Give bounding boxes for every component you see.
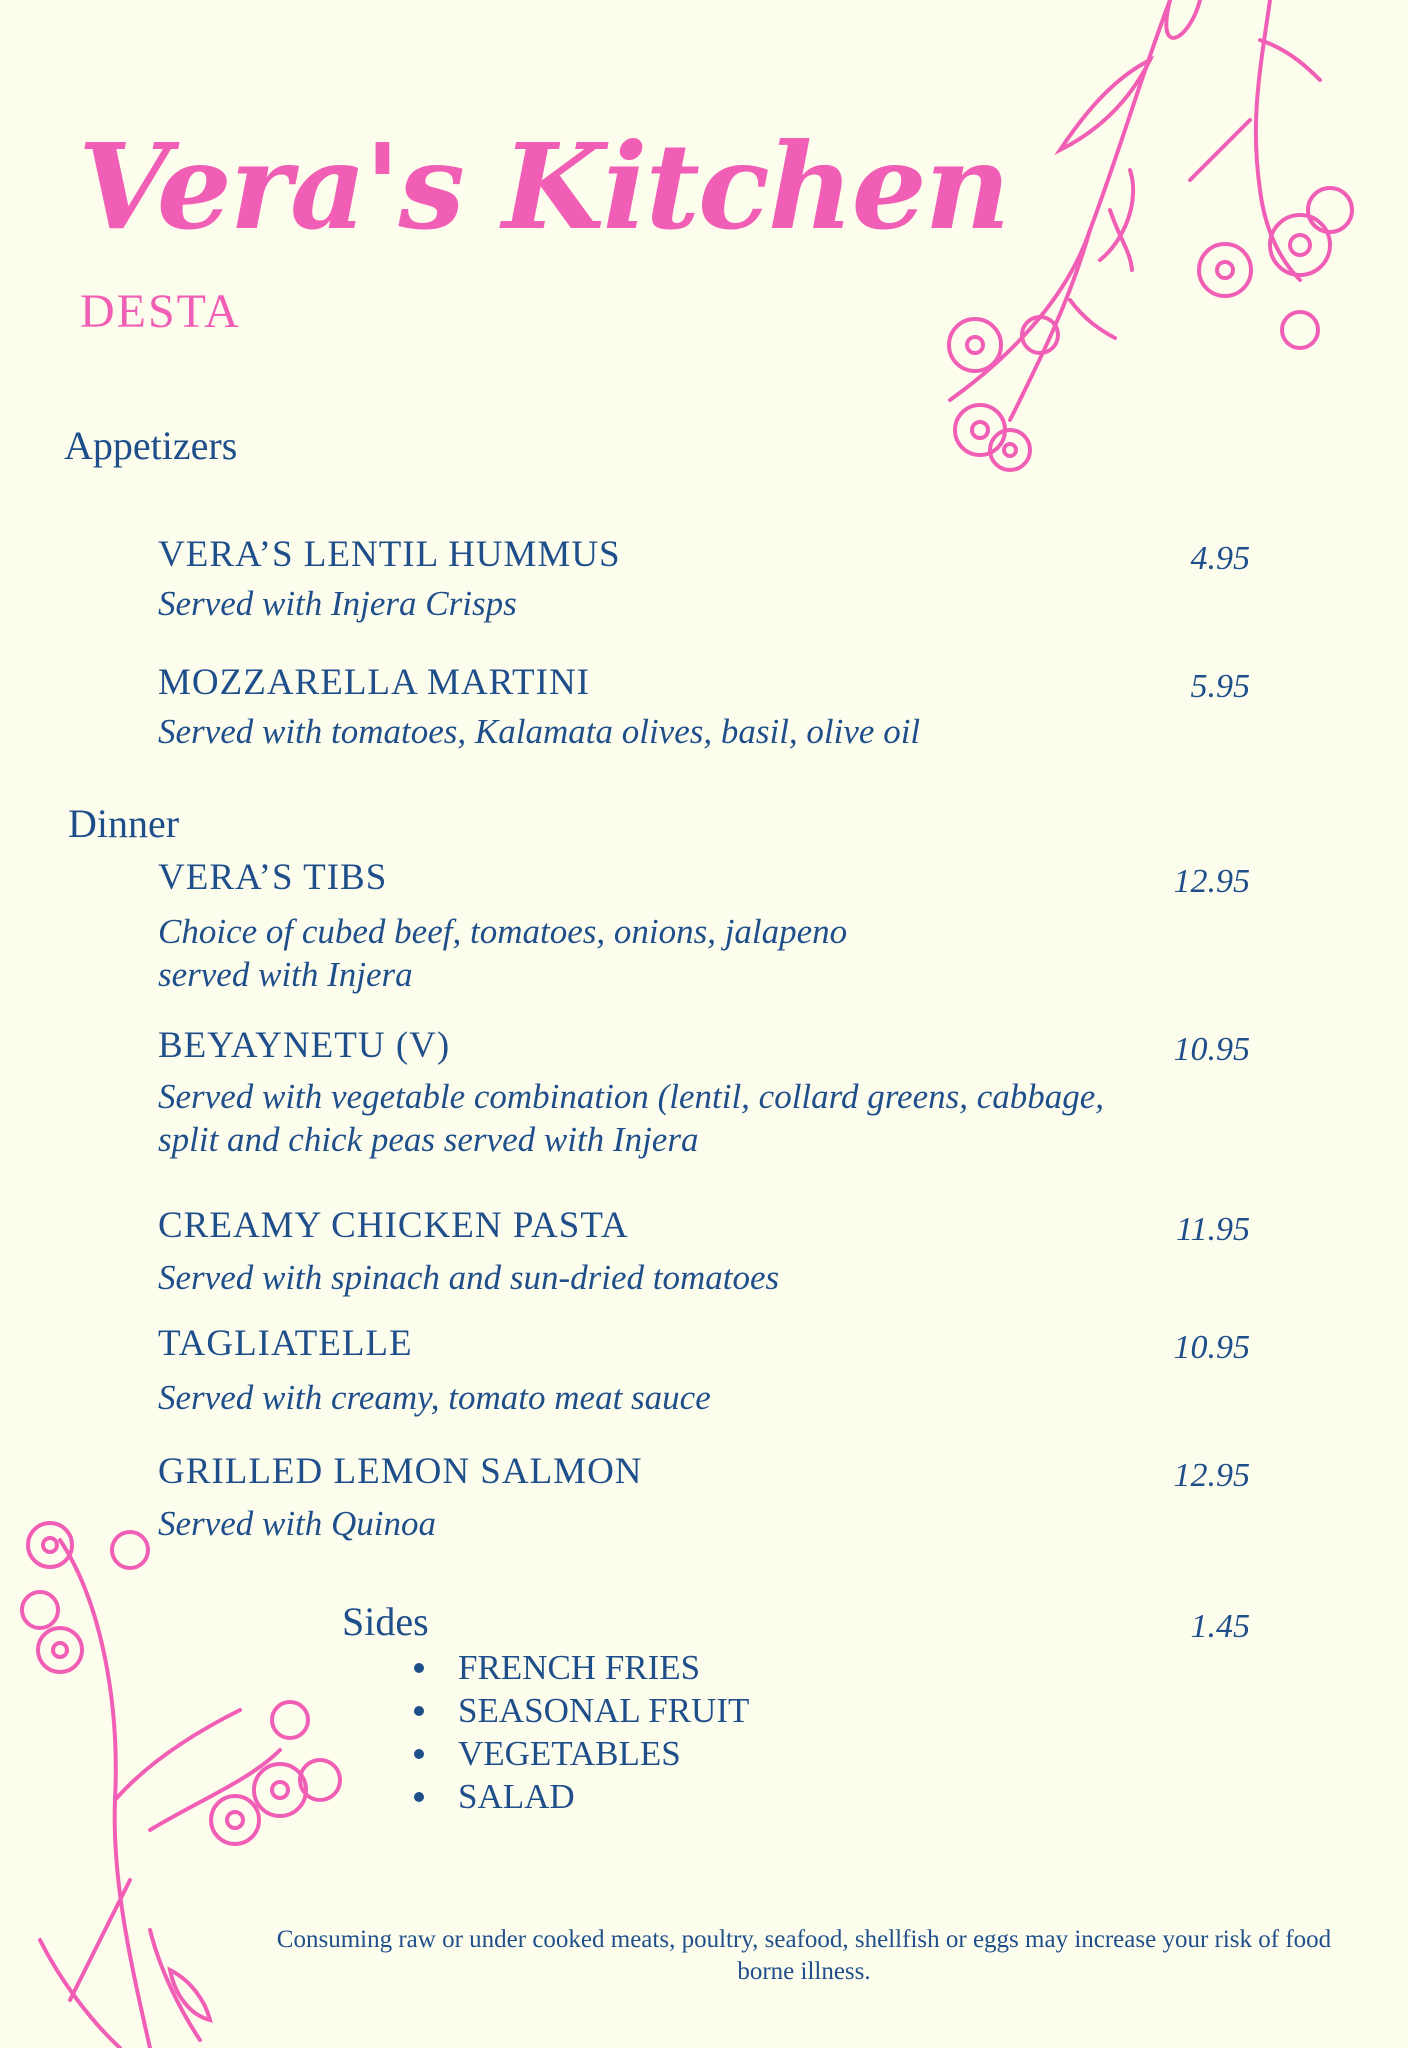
section-heading-dinner: Dinner [68,801,180,846]
menu-item-price: 5.95 [1190,668,1250,705]
section-heading-sides: Sides [342,1599,429,1644]
menu-item-price: 10.95 [1173,1329,1250,1366]
food-safety-disclaimer: Consuming raw or under cooked meats, poultry, seafood, shellfish or eggs may increase your risk of food borne illness. [276,1926,1332,1985]
menu-item-price: 12.95 [1173,1457,1250,1494]
menu-item-description: Choice of cubed beef, tomatoes, onions, jalapeno served with Injera [158,912,848,994]
list-item: FRENCH FRIES [412,1646,749,1689]
menu-item-description: Served with tomatoes, Kalamata olives, basil, olive oil [158,712,921,751]
menu-item-name: BEYAYNETU (V) [158,1025,451,1066]
menu-item-name: GRILLED LEMON SALMON [158,1451,643,1492]
list-item: VEGETABLES [412,1732,749,1775]
menu-item-name: CREAMY CHICKEN PASTA [158,1205,629,1246]
sides-list [412,1646,749,1818]
list-item: SALAD [412,1775,749,1818]
list-item: SEASONAL FRUIT [412,1689,749,1732]
menu-item-description: Served with creamy, tomato meat sauce [158,1378,711,1417]
menu-item-description: Served with vegetable combination (lentil, collard greens, cabbage, split and chick peas served with Injera [158,1077,1105,1159]
menu-item-name: TAGLIATELLE [158,1323,413,1364]
menu-item-price: 12.95 [1173,863,1250,900]
restaurant-title: Vera's Kitchen [78,117,1009,256]
menu-item-name: VERA’S LENTIL HUMMUS [158,534,621,575]
menu-item-description: Served with spinach and sun-dried tomatoes [158,1258,780,1297]
menu-item-name: MOZZARELLA MARTINI [158,662,590,703]
menu-item-name: VERA’S TIBS [158,857,388,898]
restaurant-subtitle: DESTA [80,285,241,338]
menu-item-price: 11.95 [1176,1211,1250,1248]
menu-item-price: 10.95 [1173,1031,1250,1068]
menu-item-description: Served with Quinoa [158,1504,437,1543]
menu-item-price: 4.95 [1190,540,1250,577]
menu-item-description: Served with Injera Crisps [158,584,517,623]
sides-price: 1.45 [1190,1608,1250,1645]
section-heading-appetizers: Appetizers [64,423,238,468]
